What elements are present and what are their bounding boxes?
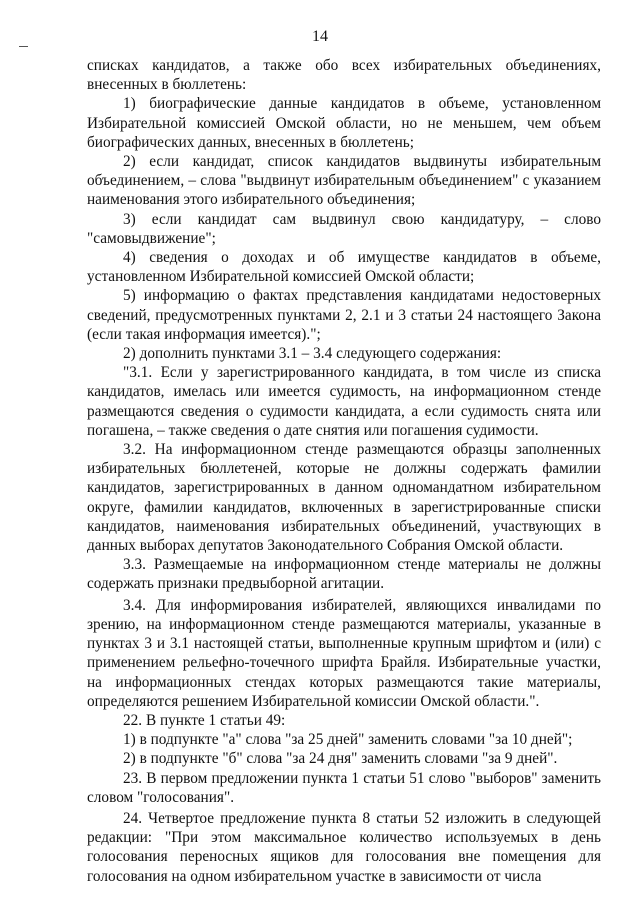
paragraph-22-item-2: 2) в подпункте "б" слова "за 24 дня" заменить словами "за 9 дней". — [123, 750, 558, 768]
paragraph-clause-3-2: 3.2. На информационном стенде размещаются образцы заполненных избирательных бюллетеней, которые не должны содержать фамилии кандидатов, зарегистрированных в данном одномандатном избирательном округе, фамилии кандидатов, включенных в зарегистрированные списки кандидатов, наименования избирательных объединений, участвующих в данных выборах депутатов Законодательного Собрания Омской области. — [87, 441, 601, 555]
page-number: 14 — [312, 28, 328, 45]
paragraph-item-3: 3) если кандидат сам выдвинул свою кандидатуру, – слово "самовыдвижение"; — [87, 210, 601, 247]
document-body — [87, 56, 601, 886]
paragraph-clause-3-4: 3.4. Для информирования избирателей, являющихся инвалидами по зрению, на информационном стенде размещаются материалы, указанные в пунктах 3 и 3.1 настоящей статьи, выполненные крупным шрифтом и (или) с применением рельефно-точечного шрифта Брайля. Избирательные участки, на информационных стендах которых размещаются такие материалы, определяются решением Избирательной комиссии Омской области.". — [87, 596, 601, 710]
margin-mark — [19, 46, 28, 47]
paragraph-item-2: 2) если кандидат, список кандидатов выдвинуты избирательным объединением, – слова "выдвинут избирательным объединением" с указанием наименования этого избирательного объединения; — [87, 153, 601, 209]
paragraph-amendment-2: 2) дополнить пунктами 3.1 – 3.4 следующего содержания: — [123, 345, 502, 363]
paragraph-clause-3-1: "3.1. Если у зарегистрированного кандидата, в том числе из списка кандидатов, имелась или имеется судимость, на информационном стенде размещаются сведения о судимости кандидата, а если судимость снята или погашена, – также сведения о дате снятия или погашения судимости. — [87, 364, 601, 439]
paragraph-item-5: 5) информацию о фактах представления кандидатами недостоверных сведений, предусмотренных пунктами 2, 2.1 и 3 статьи 24 настоящего Закона (если такая информация имеется)."; — [87, 287, 601, 343]
paragraph-22-item-1: 1) в подпункте "а" слова "за 25 дней" заменить словами "за 10 дней"; — [123, 731, 573, 749]
paragraph-item-1: 1) биографические данные кандидатов в объеме, установленном Избирательной комиссией Омской области, но не меньшем, чем объем биографических данных, внесенных в бюллетень; — [87, 95, 601, 151]
paragraph-section-23: 23. В первом предложении пункта 1 статьи 51 слово "выборов" заменить словом "голосования". — [87, 769, 601, 806]
paragraph-clause-3-3: 3.3. Размещаемые на информационном стенде материалы не должны содержать признаки предвыборной агитации. — [87, 556, 601, 593]
paragraph-item-4: 4) сведения о доходах и об имуществе кандидатов в объеме, установленном Избирательной комиссией Омской области; — [87, 249, 601, 286]
paragraph-section-24: 24. Четвертое предложение пункта 8 статьи 52 изложить в следующей редакции: "При этом максимальное количество используемых в день голосования переносных ящиков для голосования вне помещения для голосования на одном избирательном участке в зависимости от числа — [87, 809, 601, 885]
paragraph-continuation: списках кандидатов, а также обо всех избирательных объединениях, внесенных в бюллетень: — [87, 57, 601, 94]
paragraph-section-22: 22. В пункте 1 статьи 49: — [123, 711, 286, 729]
